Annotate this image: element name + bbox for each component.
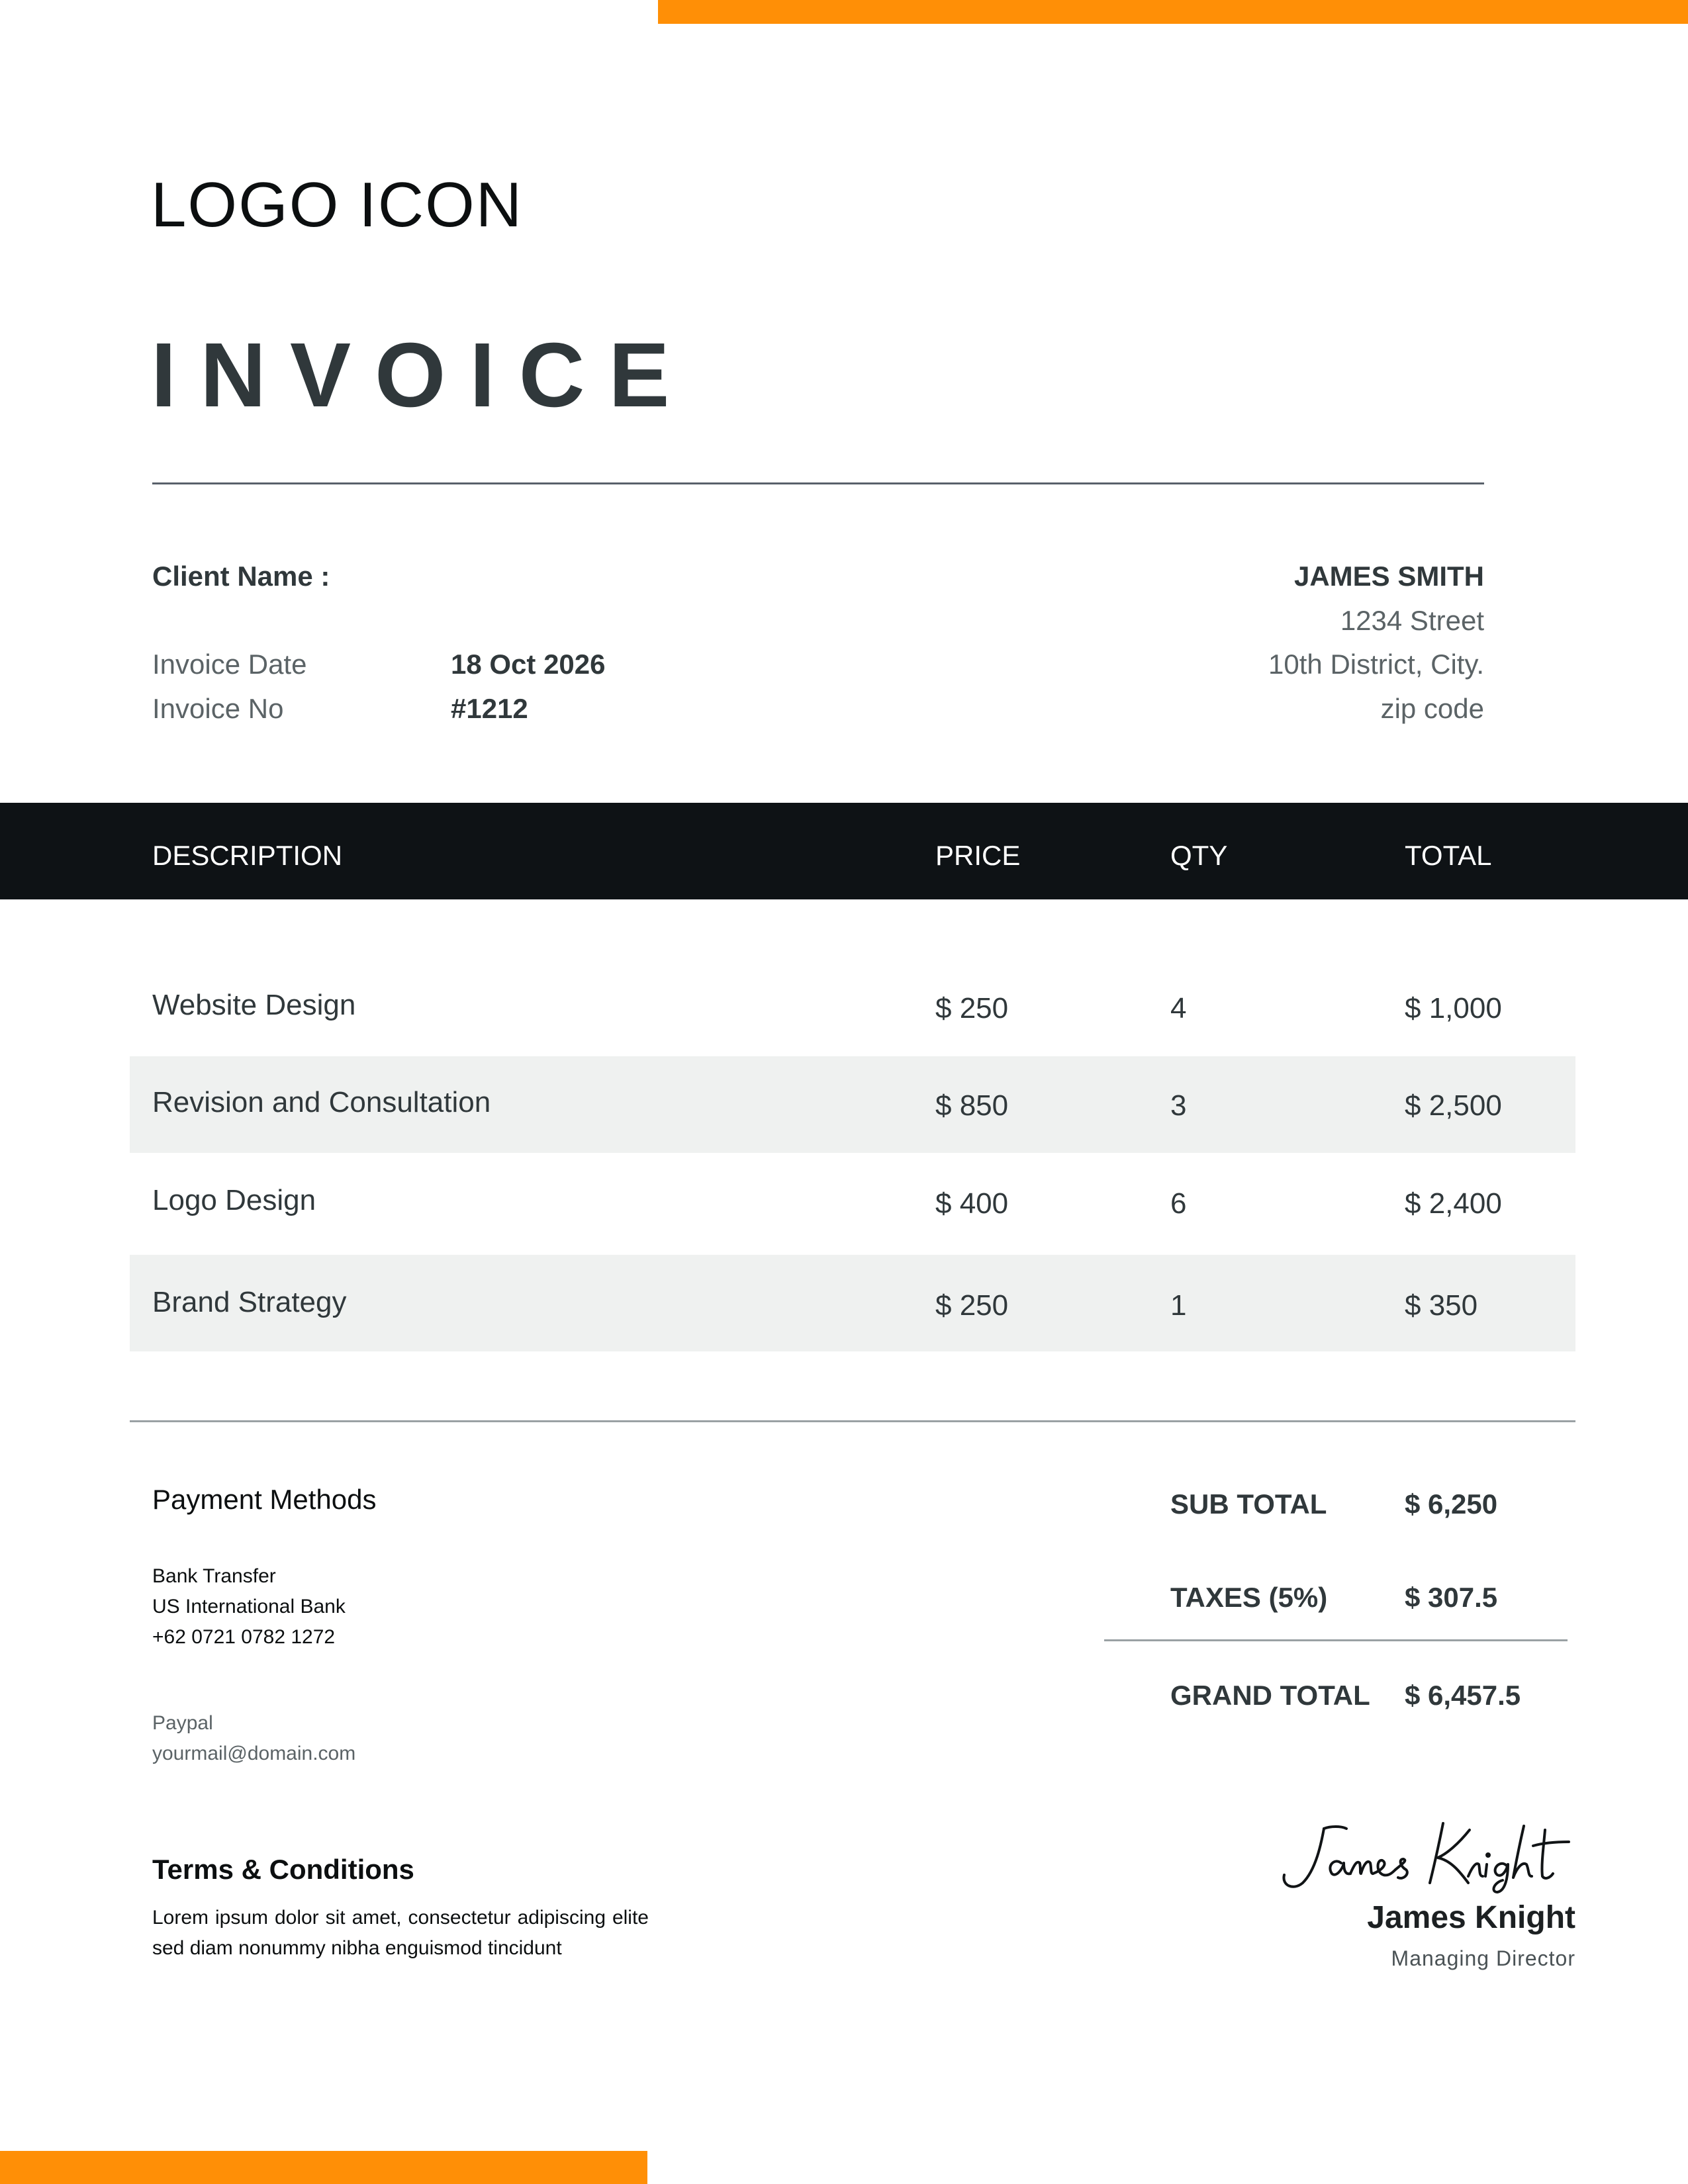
bank-transfer-label: Bank Transfer (152, 1565, 276, 1587)
client-address-line1: 1234 Street (1340, 605, 1484, 636)
signer-role: Managing Director (1391, 1946, 1575, 1970)
row-description: Revision and Consultation (152, 1086, 491, 1118)
row-description: Brand Strategy (152, 1286, 347, 1318)
row-total: $ 2,400 (1405, 1187, 1502, 1220)
grand-total-label: GRAND TOTAL (1170, 1680, 1370, 1711)
invoice-date-label: Invoice Date (152, 649, 307, 680)
row-price: $ 400 (935, 1187, 1009, 1220)
signature-image (1278, 1817, 1575, 1896)
table-divider (130, 1420, 1575, 1422)
client-address-line2: 10th District, City. (1268, 649, 1484, 680)
row-price: $ 250 (935, 992, 1009, 1024)
bank-number: +62 0721 0782 1272 (152, 1626, 336, 1648)
logo: LOGO ICON (151, 169, 524, 240)
header-total: TOTAL (1405, 840, 1492, 871)
bottom-accent-bar (0, 2151, 647, 2184)
subtotal-label: SUB TOTAL (1170, 1488, 1327, 1520)
terms-title: Terms & Conditions (152, 1854, 414, 1885)
row-total: $ 2,500 (1405, 1089, 1502, 1122)
table-row-shade (130, 1255, 1575, 1351)
row-qty: 1 (1170, 1289, 1187, 1322)
invoice-no-value: #1212 (451, 693, 528, 724)
row-description: Logo Design (152, 1184, 316, 1216)
summary-divider (1104, 1639, 1568, 1641)
signer-name: James Knight (1367, 1900, 1575, 1935)
row-total: $ 350 (1405, 1289, 1478, 1322)
paypal-label: Paypal (152, 1712, 213, 1734)
subtotal-value: $ 6,250 (1405, 1488, 1498, 1520)
row-qty: 6 (1170, 1187, 1187, 1220)
row-description: Website Design (152, 989, 356, 1021)
taxes-value: $ 307.5 (1405, 1582, 1498, 1613)
bank-name: US International Bank (152, 1596, 346, 1617)
taxes-label: TAXES (5%) (1170, 1582, 1328, 1613)
row-total: $ 1,000 (1405, 992, 1502, 1024)
row-qty: 3 (1170, 1089, 1187, 1122)
invoice-date-value: 18 Oct 2026 (451, 649, 606, 680)
row-qty: 4 (1170, 992, 1187, 1024)
terms-body: Lorem ipsum dolor sit amet, consectetur adipiscing elite sed diam nonummy nibha enguismod tincidunt (152, 1907, 649, 1959)
payment-methods-title: Payment Methods (152, 1484, 377, 1515)
row-price: $ 250 (935, 1289, 1009, 1322)
paypal-email: yourmail@domain.com (152, 1743, 356, 1764)
grand-total-value: $ 6,457.5 (1405, 1680, 1521, 1711)
invoice-no-label: Invoice No (152, 693, 284, 724)
invoice-title: INVOICE (151, 324, 694, 426)
header-divider (152, 482, 1484, 484)
client-name-value: JAMES SMITH (1293, 561, 1484, 592)
row-price: $ 850 (935, 1089, 1009, 1122)
client-address-line3: zip code (1380, 693, 1484, 724)
top-accent-bar (658, 0, 1688, 24)
header-price: PRICE (935, 840, 1021, 871)
header-qty: QTY (1170, 840, 1228, 871)
header-description: DESCRIPTION (152, 840, 343, 871)
client-name-label: Client Name : (152, 561, 330, 592)
